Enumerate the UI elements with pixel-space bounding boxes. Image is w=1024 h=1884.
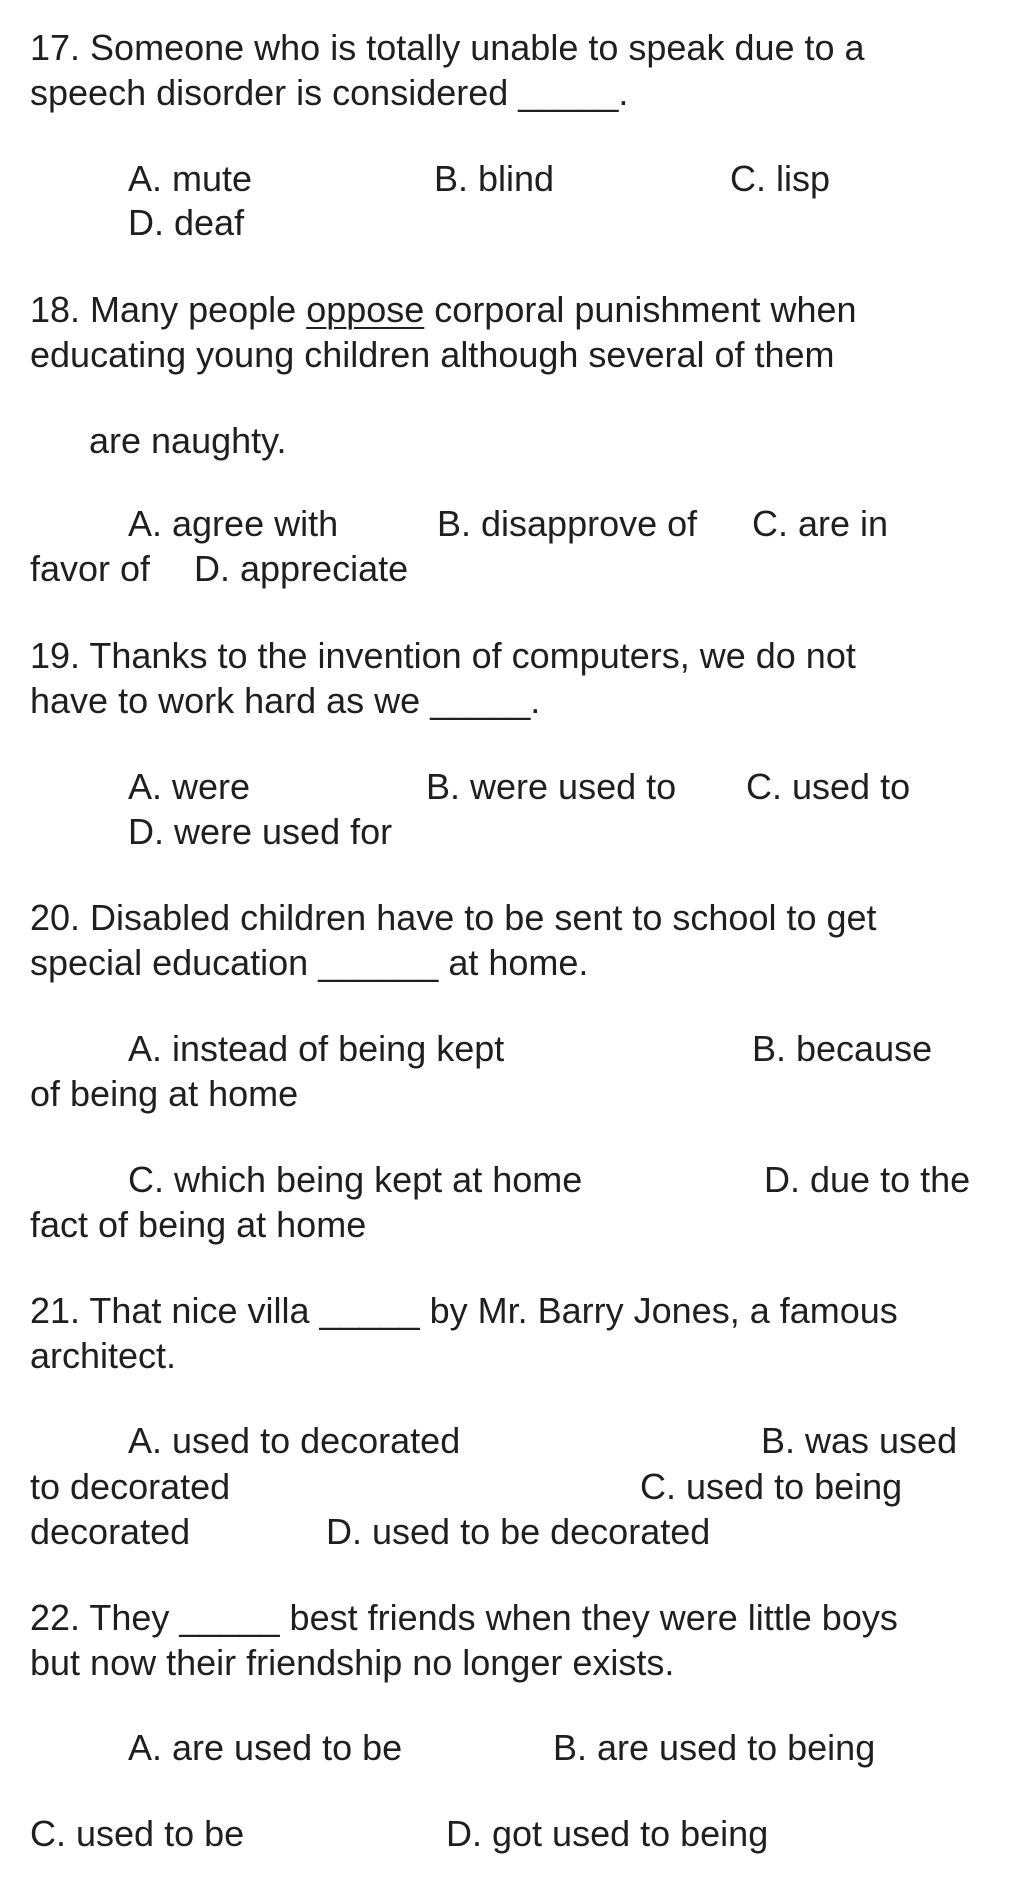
question-18-line-2: educating young children although several of them: [30, 334, 835, 375]
q17-option-a: A. mute: [128, 158, 253, 199]
q19-option-c: C. used to: [746, 766, 911, 807]
question-22-line-2: but now their friendship no longer exists.: [30, 1642, 675, 1683]
q18-option-b: B. disapprove of: [437, 503, 698, 544]
q18-underlined-word: oppose: [306, 289, 425, 330]
q20-option-a: A. instead of being kept: [128, 1028, 505, 1069]
q18-stem-post: corporal punishment when: [424, 289, 857, 330]
q21-option-d: D. used to be decorated: [326, 1511, 711, 1552]
q21-option-c-part2: decorated: [30, 1511, 191, 1552]
q18-option-c-part2: favor of: [30, 548, 151, 589]
q19-option-d: D. were used for: [128, 811, 393, 852]
q19-option-a: A. were: [128, 766, 251, 807]
q18-option-c-part1: C. are in: [752, 503, 889, 544]
q22-option-b: B. are used to being: [553, 1727, 876, 1768]
q20-option-c: C. which being kept at home: [128, 1159, 583, 1200]
q21-option-a: A. used to decorated: [128, 1420, 461, 1461]
q19-option-b: B. were used to: [426, 766, 677, 807]
q18-option-d: D. appreciate: [194, 548, 409, 589]
q20-option-d-part2: fact of being at home: [30, 1204, 367, 1245]
q21-option-c-part1: C. used to being: [640, 1466, 903, 1507]
q20-option-b-part1: B. because: [752, 1028, 933, 1069]
q21-option-b-part1: B. was used: [761, 1420, 958, 1461]
question-18-line-3: are naughty.: [89, 420, 287, 461]
question-17-line-2: speech disorder is considered _____.: [30, 72, 629, 113]
q17-option-c: C. lisp: [730, 158, 831, 199]
q20-option-d-part1: D. due to the: [764, 1159, 971, 1200]
q18-option-a: A. agree with: [128, 503, 339, 544]
question-20-line-1: 20. Disabled children have to be sent to school to get: [30, 897, 877, 938]
question-17-line-1: 17. Someone who is totally unable to speak due to a: [30, 27, 865, 68]
question-22-line-1: 22. They _____ best friends when they were little boys: [30, 1597, 898, 1638]
q20-option-b-part2: of being at home: [30, 1073, 299, 1114]
question-20-line-2: special education ______ at home.: [30, 942, 589, 983]
q17-option-b: B. blind: [434, 158, 555, 199]
q17-option-d: D. deaf: [128, 202, 245, 243]
q22-option-d: D. got used to being: [446, 1813, 769, 1854]
question-21-line-1: 21. That nice villa _____ by Mr. Barry Jones, a famous: [30, 1290, 898, 1331]
question-19-line-1: 19. Thanks to the invention of computers, we do not: [30, 635, 856, 676]
q22-option-c: C. used to be: [30, 1813, 245, 1854]
question-19-line-2: have to work hard as we _____.: [30, 680, 541, 721]
q22-option-a: A. are used to be: [128, 1727, 403, 1768]
q18-stem-pre: 18. Many people: [30, 289, 307, 330]
question-21-line-2: architect.: [30, 1335, 177, 1376]
q21-option-b-part2: to decorated: [30, 1466, 231, 1507]
question-18-line-1: [30, 288, 857, 332]
